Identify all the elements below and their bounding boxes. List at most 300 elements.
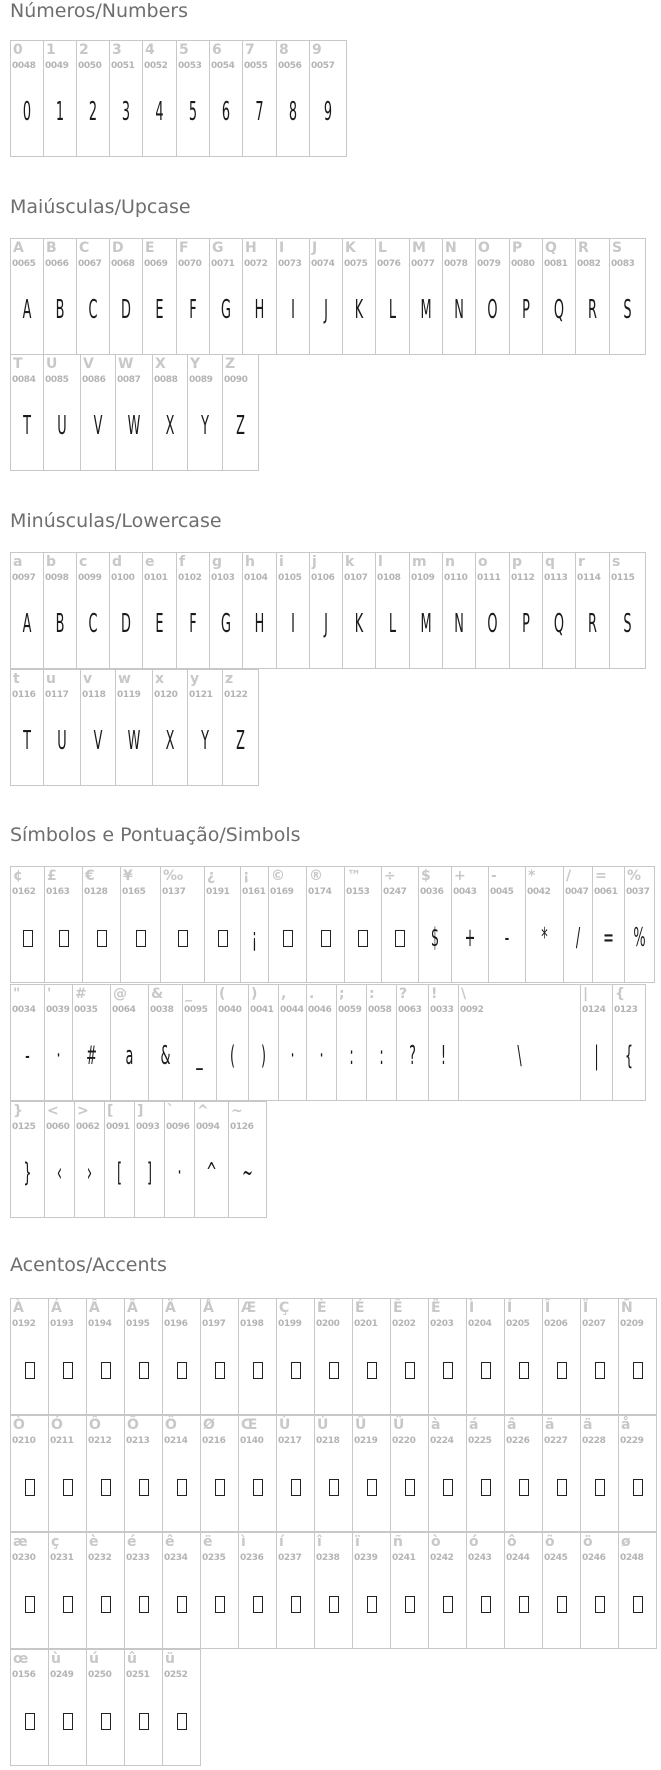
character-code: 0035 — [74, 1005, 98, 1015]
character-code: 0073 — [278, 259, 302, 269]
missing-glyph-icon — [467, 1355, 504, 1385]
character-label: Ò — [13, 1417, 25, 1433]
character-code: 0079 — [477, 259, 501, 269]
missing-glyph-icon — [11, 1355, 48, 1385]
character-code: 0081 — [544, 259, 568, 269]
glyph-sample: ^ — [206, 1158, 217, 1188]
character-label: 0 — [13, 42, 23, 58]
character-code: 0101 — [144, 573, 168, 583]
glyph-sample: ~ — [242, 1158, 253, 1188]
glyph-sample: G — [221, 609, 231, 639]
character-label: Ô — [89, 1417, 101, 1433]
character-code: 0063 — [398, 1005, 422, 1015]
character-code: 0119 — [117, 690, 141, 700]
glyph-cell — [152, 354, 188, 471]
glyph-sample: Z — [236, 726, 245, 756]
glyph-cell — [488, 866, 526, 983]
character-code: 0034 — [12, 1005, 36, 1015]
glyph-cell — [222, 354, 259, 471]
character-code: 0099 — [78, 573, 102, 583]
character-label: ò — [431, 1534, 441, 1550]
character-label: ú — [89, 1651, 99, 1667]
glyph-cell — [148, 984, 183, 1101]
glyph-cell — [575, 238, 610, 355]
glyph-sample: M — [420, 295, 432, 325]
missing-glyph-icon — [391, 1589, 428, 1619]
character-code: 0214 — [164, 1436, 188, 1446]
glyph-sample: 5 — [188, 97, 198, 127]
character-label: . — [309, 986, 315, 1002]
glyph-sample: N — [454, 609, 464, 639]
section-title: Números/Numbers — [10, 0, 188, 22]
character-code: 0052 — [144, 61, 168, 71]
missing-glyph-icon — [581, 1589, 618, 1619]
character-code: 0095 — [184, 1005, 208, 1015]
glyph-cell — [10, 1101, 45, 1218]
glyph-cell — [115, 354, 153, 471]
glyph-cell — [278, 984, 307, 1101]
glyph-sample: V — [93, 411, 103, 441]
character-label: ) — [251, 986, 258, 1002]
missing-glyph-icon — [467, 1472, 504, 1502]
missing-glyph-icon — [505, 1472, 542, 1502]
character-label: 7 — [245, 42, 255, 58]
glyph-cell — [309, 552, 343, 669]
missing-glyph-icon — [315, 1355, 352, 1385]
missing-glyph-icon — [619, 1589, 656, 1619]
character-code: 0112 — [511, 573, 535, 583]
character-label: € — [85, 868, 95, 884]
character-code: 0117 — [45, 690, 69, 700]
missing-glyph-icon — [505, 1589, 542, 1619]
character-label: ¡ — [243, 868, 250, 884]
character-label: W — [118, 356, 134, 372]
character-code: 0045 — [490, 887, 514, 897]
glyph-cell — [109, 552, 143, 669]
glyph-cell — [242, 552, 277, 669]
character-code: 0169 — [270, 887, 294, 897]
glyph-sample: X — [165, 726, 175, 756]
character-label: î — [317, 1534, 322, 1550]
character-code: 0241 — [392, 1553, 416, 1563]
glyph-sample: [ — [116, 1158, 123, 1188]
glyph-cell — [162, 1532, 201, 1649]
character-label: £ — [47, 868, 57, 884]
glyph-cell — [200, 1532, 239, 1649]
glyph-cell — [222, 669, 259, 786]
glyph-cell — [200, 1298, 239, 1415]
character-code: 0165 — [122, 887, 146, 897]
missing-glyph-icon — [345, 923, 381, 953]
glyph-cell — [43, 354, 81, 471]
character-label: Œ — [241, 1417, 258, 1433]
character-code: 0108 — [377, 573, 401, 583]
glyph-sample: · — [56, 1041, 61, 1071]
character-code: 0238 — [316, 1553, 340, 1563]
character-code: 0231 — [50, 1553, 74, 1563]
missing-glyph-icon — [429, 1472, 466, 1502]
character-code: 0194 — [88, 1319, 112, 1329]
glyph-cell — [309, 40, 347, 157]
character-label: ; — [339, 986, 345, 1002]
character-label: Z — [225, 356, 236, 372]
glyph-sample: E — [155, 295, 164, 325]
character-label: É — [355, 1300, 365, 1316]
character-code: 0044 — [280, 1005, 304, 1015]
missing-glyph-icon — [619, 1355, 656, 1385]
character-code: 0074 — [311, 259, 335, 269]
character-code: 0036 — [420, 887, 444, 897]
glyph-cell — [509, 552, 543, 669]
glyph-sample: # — [86, 1041, 97, 1071]
glyph-cell — [381, 866, 419, 983]
character-label: í — [279, 1534, 284, 1550]
glyph-sample: W — [127, 726, 141, 756]
character-code: 0217 — [278, 1436, 302, 1446]
glyph-sample: Y — [201, 726, 209, 756]
missing-glyph-icon — [543, 1589, 580, 1619]
missing-glyph-icon — [505, 1355, 542, 1385]
section-title: Símbolos e Pontuação/Simbols — [10, 824, 301, 846]
character-label: ÷ — [384, 868, 396, 884]
character-code: 0046 — [308, 1005, 332, 1015]
glyph-cell — [10, 1532, 49, 1649]
character-code: 0087 — [117, 375, 141, 385]
glyph-sample: N — [454, 295, 464, 325]
character-code: 0089 — [189, 375, 213, 385]
glyph-cell — [152, 669, 188, 786]
glyph-cell — [276, 552, 310, 669]
missing-glyph-icon — [163, 1706, 200, 1736]
glyph-sample: A — [22, 295, 32, 325]
character-code: 0071 — [211, 259, 235, 269]
missing-glyph-icon — [619, 1472, 656, 1502]
character-label: ç — [51, 1534, 60, 1550]
glyph-cell — [342, 238, 376, 355]
character-code: 0121 — [189, 690, 213, 700]
glyph-cell — [10, 354, 44, 471]
character-label: È — [317, 1300, 327, 1316]
missing-glyph-icon — [391, 1472, 428, 1502]
character-label: ä — [583, 1417, 593, 1433]
glyph-sample: D — [121, 295, 131, 325]
character-label: < — [47, 1103, 59, 1119]
glyph-cell — [409, 238, 443, 355]
character-label: | — [583, 986, 589, 1002]
character-code: 0228 — [582, 1436, 606, 1446]
character-label: R — [578, 240, 589, 256]
character-label: G — [212, 240, 224, 256]
character-code: 0104 — [244, 573, 268, 583]
glyph-cell — [124, 1298, 163, 1415]
character-label: H — [245, 240, 257, 256]
character-code: 0128 — [84, 887, 108, 897]
glyph-cell — [228, 1101, 267, 1218]
missing-glyph-icon — [83, 923, 120, 953]
character-label: Ï — [583, 1300, 589, 1316]
glyph-cell — [162, 1649, 201, 1766]
character-code: 0056 — [278, 61, 302, 71]
character-code: 0051 — [111, 61, 135, 71]
glyph-sample: H — [254, 295, 265, 325]
character-code: 0110 — [444, 573, 468, 583]
glyph-cell — [580, 984, 613, 1101]
glyph-cell — [142, 40, 177, 157]
character-code: 0069 — [144, 259, 168, 269]
character-code: 0252 — [164, 1670, 188, 1680]
glyph-cell — [580, 1298, 619, 1415]
character-code: 0123 — [614, 1005, 638, 1015]
character-label: _ — [185, 986, 192, 1002]
character-label: Q — [545, 240, 557, 256]
glyph-cell — [209, 40, 243, 157]
character-code: 0251 — [126, 1670, 150, 1680]
character-code: 0048 — [12, 61, 36, 71]
character-label: K — [345, 240, 356, 256]
character-label: S — [612, 240, 623, 256]
character-code: 0192 — [12, 1319, 36, 1329]
character-code: 0091 — [106, 1122, 130, 1132]
glyph-sample: X — [165, 411, 175, 441]
character-label: ù — [51, 1651, 61, 1667]
glyph-sample: 4 — [155, 97, 164, 127]
character-code: 0126 — [230, 1122, 254, 1132]
character-code: 0226 — [506, 1436, 530, 1446]
glyph-sample: F — [189, 609, 197, 639]
missing-glyph-icon — [163, 1589, 200, 1619]
character-label: ì — [241, 1534, 246, 1550]
glyph-cell — [164, 1101, 195, 1218]
character-label: ë — [203, 1534, 213, 1550]
character-code: 0247 — [383, 887, 407, 897]
glyph-sample: W — [127, 411, 141, 441]
glyph-cell — [390, 1298, 429, 1415]
character-label: 5 — [179, 42, 189, 58]
character-code: 0088 — [154, 375, 178, 385]
character-label: d — [112, 554, 123, 570]
character-label: p — [512, 554, 523, 570]
glyph-sample: E — [155, 609, 164, 639]
character-code: 0216 — [202, 1436, 226, 1446]
character-code: 0068 — [111, 259, 135, 269]
missing-glyph-icon — [125, 1706, 162, 1736]
glyph-cell — [86, 1298, 125, 1415]
glyph-sample: O — [487, 609, 498, 639]
glyph-sample: T — [23, 411, 31, 441]
glyph-cell — [542, 238, 576, 355]
character-label: m — [412, 554, 427, 570]
character-code: 0205 — [506, 1319, 530, 1329]
glyph-cell — [48, 1649, 87, 1766]
character-label: = — [595, 868, 607, 884]
glyph-cell — [563, 866, 593, 983]
character-label: ã — [545, 1417, 555, 1433]
glyph-cell — [466, 1532, 505, 1649]
character-label: U — [46, 356, 58, 372]
character-code: 0118 — [82, 690, 106, 700]
character-code: 0033 — [430, 1005, 454, 1015]
glyph-cell — [10, 552, 44, 669]
glyph-sample: 0 — [22, 97, 32, 127]
glyph-cell — [86, 1415, 125, 1532]
glyph-cell — [504, 1532, 543, 1649]
missing-glyph-icon — [87, 1589, 124, 1619]
character-code: 0235 — [202, 1553, 226, 1563]
character-label: ¢ — [13, 868, 23, 884]
character-code: 0078 — [444, 259, 468, 269]
character-label: é — [127, 1534, 137, 1550]
character-code: 0083 — [611, 259, 635, 269]
character-code: 0156 — [12, 1670, 36, 1680]
character-code: 0248 — [620, 1553, 644, 1563]
glyph-cell — [336, 984, 367, 1101]
glyph-cell — [409, 552, 443, 669]
glyph-sample: G — [221, 295, 231, 325]
character-code: 0111 — [477, 573, 501, 583]
character-code: 0210 — [12, 1436, 36, 1446]
glyph-cell — [120, 866, 161, 983]
glyph-cell — [309, 238, 343, 355]
character-label: Â — [89, 1300, 100, 1316]
character-label: g — [212, 554, 223, 570]
glyph-sample: 1 — [55, 97, 65, 127]
character-label: À — [13, 1300, 24, 1316]
glyph-cell — [110, 984, 149, 1101]
character-code: 0230 — [12, 1553, 36, 1563]
character-label: & — [151, 986, 164, 1002]
character-label: w — [118, 671, 131, 687]
character-code: 0246 — [582, 1553, 606, 1563]
character-label: C — [79, 240, 90, 256]
glyph-cell — [276, 1532, 315, 1649]
glyph-sample: : — [349, 1041, 354, 1071]
glyph-cell — [624, 866, 655, 983]
character-label: 2 — [79, 42, 89, 58]
glyph-cell — [609, 552, 646, 669]
glyph-sample: · — [177, 1158, 182, 1188]
glyph-cell — [314, 1415, 353, 1532]
character-code: 0065 — [12, 259, 36, 269]
glyph-cell — [162, 1415, 201, 1532]
character-code: 0055 — [244, 61, 268, 71]
character-label: Ì — [469, 1300, 475, 1316]
character-code: 0207 — [582, 1319, 606, 1329]
glyph-sample: \ — [517, 1041, 522, 1071]
glyph-cell — [248, 984, 279, 1101]
missing-glyph-icon — [125, 1472, 162, 1502]
missing-glyph-icon — [49, 1355, 86, 1385]
missing-glyph-icon — [11, 1706, 48, 1736]
character-label: } — [13, 1103, 23, 1119]
character-label: å — [621, 1417, 631, 1433]
missing-glyph-icon — [581, 1472, 618, 1502]
character-code: 0057 — [311, 61, 335, 71]
character-label: œ — [13, 1651, 29, 1667]
glyph-sample: J — [324, 295, 328, 325]
glyph-cell — [342, 552, 376, 669]
glyph-sample: D — [121, 609, 131, 639]
character-label: 1 — [46, 42, 56, 58]
glyph-cell — [86, 1649, 125, 1766]
character-label: ü — [165, 1651, 175, 1667]
missing-glyph-icon — [163, 1355, 200, 1385]
glyph-cell — [428, 984, 459, 1101]
character-label: Á — [51, 1300, 62, 1316]
character-label: Û — [355, 1417, 367, 1433]
character-code: 0250 — [88, 1670, 112, 1680]
missing-glyph-icon — [201, 1472, 238, 1502]
missing-glyph-icon — [429, 1355, 466, 1385]
glyph-cell — [10, 984, 45, 1101]
glyph-sample: U — [57, 411, 67, 441]
character-label: " — [13, 986, 21, 1002]
glyph-cell — [609, 238, 646, 355]
glyph-sample: ? — [409, 1041, 416, 1071]
glyph-sample: * — [541, 923, 548, 953]
character-label: ` — [167, 1103, 174, 1119]
character-code: 0070 — [178, 259, 202, 269]
character-label: Ø — [203, 1417, 215, 1433]
glyph-cell — [209, 552, 243, 669]
character-label: - — [491, 868, 497, 884]
missing-glyph-icon — [382, 923, 418, 953]
character-label: L — [378, 240, 387, 256]
glyph-cell — [10, 40, 44, 157]
glyph-cell — [575, 552, 610, 669]
glyph-cell — [76, 238, 110, 355]
glyph-cell — [82, 866, 121, 983]
glyph-sample: C — [88, 609, 98, 639]
character-code: 0125 — [12, 1122, 36, 1132]
character-label: k — [345, 554, 355, 570]
missing-glyph-icon — [11, 1472, 48, 1502]
glyph-cell — [48, 1532, 87, 1649]
missing-glyph-icon — [353, 1589, 390, 1619]
character-code: 0202 — [392, 1319, 416, 1329]
glyph-sample: B — [55, 609, 65, 639]
glyph-cell — [428, 1415, 467, 1532]
character-code: 0244 — [506, 1553, 530, 1563]
character-label: , — [281, 986, 287, 1002]
glyph-sample: M — [420, 609, 432, 639]
character-code: 0200 — [316, 1319, 340, 1329]
glyph-sample: Z — [236, 411, 245, 441]
character-code: 0206 — [544, 1319, 568, 1329]
glyph-sample: ) — [260, 1041, 267, 1071]
missing-glyph-icon — [49, 1589, 86, 1619]
missing-glyph-icon — [391, 1355, 428, 1385]
glyph-cell — [109, 238, 143, 355]
glyph-cell — [352, 1298, 391, 1415]
glyph-cell — [542, 552, 576, 669]
character-code: 0043 — [453, 887, 477, 897]
character-label: ? — [399, 986, 408, 1002]
character-label: o — [478, 554, 488, 570]
glyph-cell — [44, 984, 73, 1101]
character-code: 0082 — [577, 259, 601, 269]
missing-glyph-icon — [201, 1589, 238, 1619]
character-label: I — [279, 240, 285, 256]
glyph-sample: K — [354, 609, 364, 639]
missing-glyph-icon — [11, 1589, 48, 1619]
glyph-cell — [187, 669, 223, 786]
character-label: ! — [431, 986, 438, 1002]
character-label: E — [145, 240, 155, 256]
character-code: 0193 — [50, 1319, 74, 1329]
character-code: 0209 — [620, 1319, 644, 1329]
glyph-sample: · — [319, 1041, 324, 1071]
character-code: 0050 — [78, 61, 102, 71]
